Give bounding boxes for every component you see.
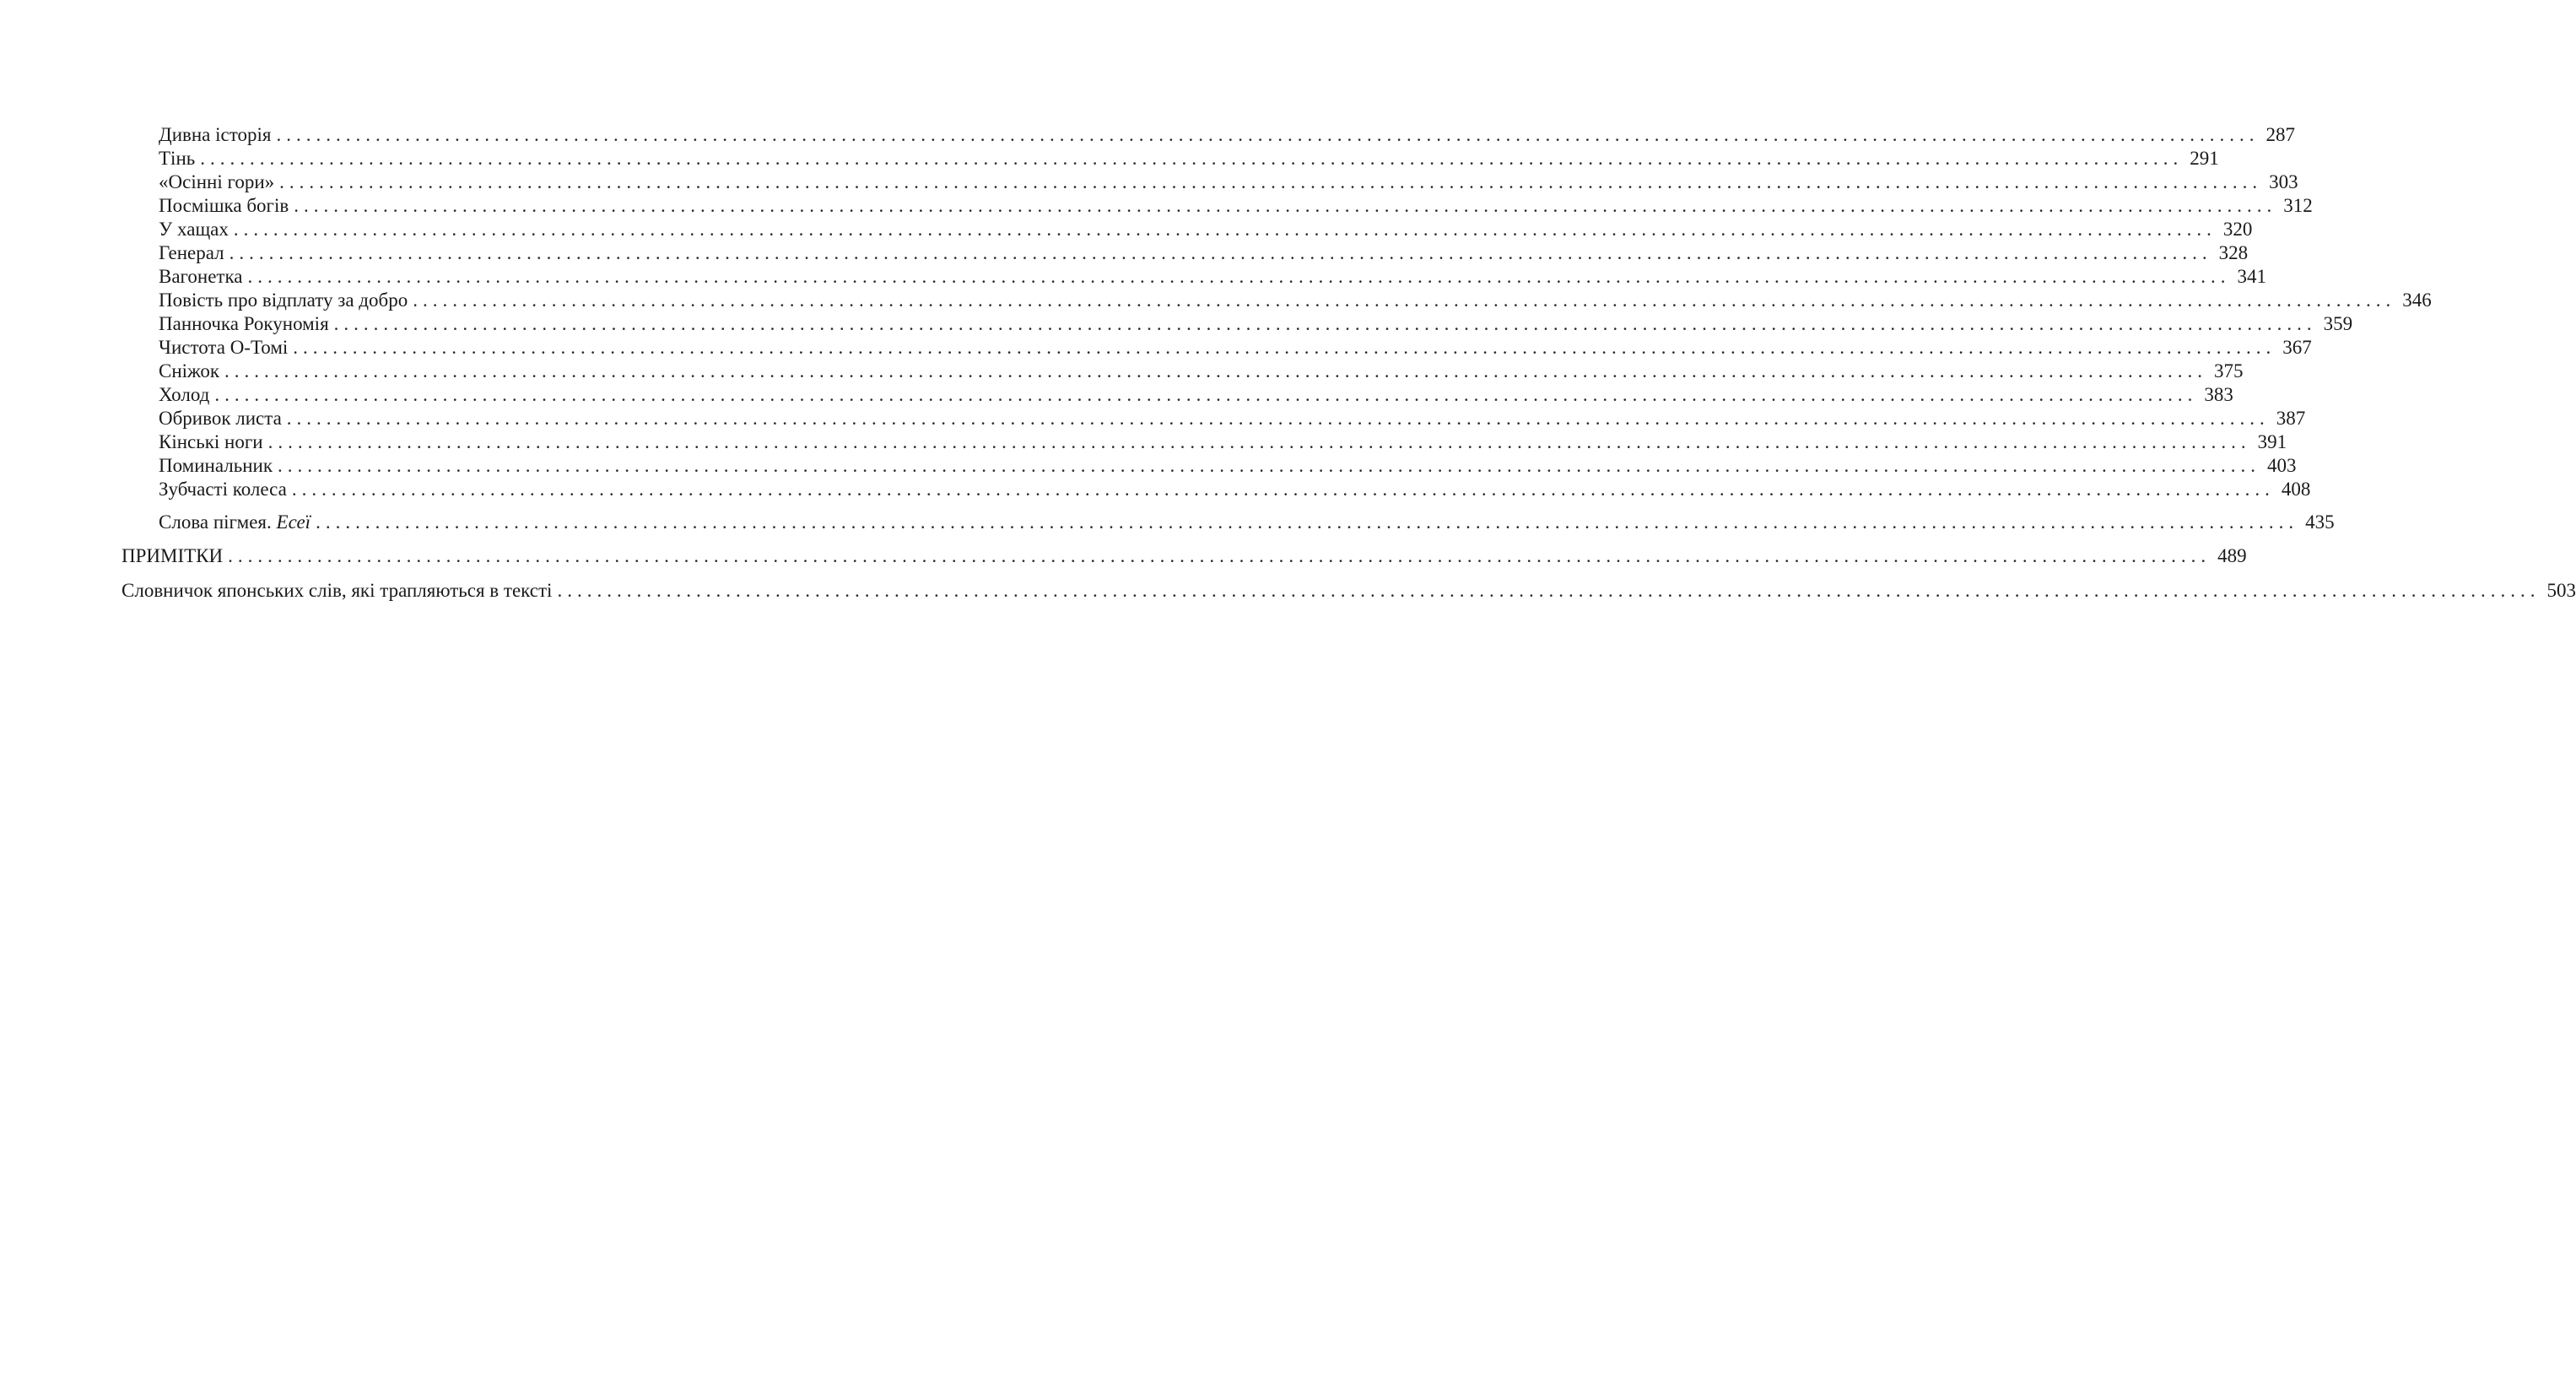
dot-leader: ........................................................................................................................................................................................................ <box>316 511 2299 533</box>
dot-leader: ........................................................................................................................................................................................................ <box>267 431 2251 452</box>
dot-leader: ........................................................................................................................................................................................................ <box>293 337 2276 358</box>
toc-entry-page: 320 <box>2222 219 2253 240</box>
dot-leader: ........................................................................................................................................................................................................ <box>286 408 2270 429</box>
dot-leader: ........................................................................................................................................................................................................ <box>294 195 2277 216</box>
dot-leader: ........................................................................................................................................................................................................ <box>247 266 2231 287</box>
toc-entry-title: Посмішка богів <box>159 195 289 216</box>
toc-entry-page: 375 <box>2214 360 2244 381</box>
toc-entry-page: 359 <box>2323 313 2353 334</box>
toc-entry-page: 303 <box>2269 171 2298 192</box>
toc-entry-title: Зубчасті колеса <box>159 479 287 500</box>
toc-entry-title: У хащах <box>159 219 229 240</box>
toc-entry-page: 387 <box>2276 408 2306 429</box>
dot-leader: ........................................................................................................................................................................................................ <box>224 360 2208 381</box>
dot-leader: ........................................................................................................................................................................................................ <box>279 171 2263 192</box>
toc-entry-title: «Осінні гори» <box>159 171 275 192</box>
toc-entry-page: 503 <box>2546 580 2576 601</box>
dot-leader: ........................................................................................................................................................................................................ <box>557 580 2541 601</box>
essays-genre: Есеї <box>276 511 311 533</box>
toc-entry-title: Повість про відплату за добро <box>159 289 408 311</box>
toc-entry-title: Генерал <box>159 242 224 263</box>
dot-leader: ........................................................................................................................................................................................................ <box>228 545 2211 566</box>
toc-entry-title: Кінські ноги <box>159 431 263 452</box>
toc-entry <box>159 430 2287 454</box>
toc-entry-page: 403 <box>2267 455 2297 476</box>
toc-entry <box>159 123 2295 147</box>
toc-entry-title: Вагонетка <box>159 266 243 287</box>
toc-entry-title: Панночка Рокуномія <box>159 313 329 334</box>
toc-entry-page: 391 <box>2257 431 2287 452</box>
toc-entry <box>159 407 2306 430</box>
toc-entry-title: Холод <box>159 384 210 405</box>
toc-entry-title: Дивна історія <box>159 124 272 145</box>
dot-leader: ........................................................................................................................................................................................................ <box>200 148 2184 169</box>
toc-entry <box>159 336 2312 360</box>
toc-entry-page: 435 <box>2305 511 2335 533</box>
dot-leader: ........................................................................................................................................................................................................ <box>276 124 2260 145</box>
toc-entry-title: Обривок листа <box>159 408 282 429</box>
toc-entry-page: 341 <box>2237 266 2267 287</box>
dot-leader: ........................................................................................................................................................................................................ <box>291 479 2275 500</box>
toc-entry <box>159 265 2267 289</box>
toc-entry <box>159 478 2311 501</box>
toc-entry-page: 312 <box>2283 195 2313 216</box>
toc-entry-glossary <box>122 579 2576 603</box>
toc-entry-page: 383 <box>2204 384 2233 405</box>
toc-entry-title: Сніжок <box>159 360 220 381</box>
toc-entry <box>159 194 2313 218</box>
toc-entry-title: Поминальник <box>159 455 273 476</box>
toc-entry-page: 408 <box>2281 479 2311 500</box>
toc-entry-title: Словничок японських слів, які трапляються в тексті <box>122 580 553 601</box>
dot-leader: ........................................................................................................................................................................................................ <box>333 313 2317 334</box>
toc-entry-page: 287 <box>2265 124 2295 145</box>
dot-leader: ........................................................................................................................................................................................................ <box>233 219 2217 240</box>
toc-entry <box>159 454 2297 478</box>
toc-entry-title: Тінь <box>159 148 196 169</box>
dot-leader: ........................................................................................................................................................................................................ <box>413 289 2396 311</box>
dot-leader: ........................................................................................................................................................................................................ <box>229 242 2212 263</box>
toc-entry <box>159 360 2244 383</box>
toc-entry-page: 328 <box>2218 242 2249 263</box>
toc-entry-title: ПРИМІТКИ <box>122 545 224 566</box>
toc-entry <box>159 383 2233 407</box>
toc-entry <box>159 289 2432 312</box>
toc-entry-notes <box>122 544 2247 568</box>
toc-entry <box>159 170 2298 194</box>
toc-entry <box>159 147 2219 170</box>
toc-entry-title: Чистота О-Томі <box>159 337 289 358</box>
dot-leader: ........................................................................................................................................................................................................ <box>278 455 2261 476</box>
toc-entry-essays <box>159 511 2335 534</box>
toc-entry-page: 489 <box>2217 545 2247 566</box>
toc-entry-page: 291 <box>2190 148 2219 169</box>
dot-leader: ........................................................................................................................................................................................................ <box>214 384 2198 405</box>
toc-entry <box>159 312 2353 336</box>
essays-title: Слова пігмея. <box>159 511 272 533</box>
toc-entry-title <box>159 511 316 534</box>
toc-entry-page: 346 <box>2402 289 2432 311</box>
toc-entry <box>159 218 2253 241</box>
toc-entry-page: 367 <box>2282 337 2312 358</box>
toc-entry <box>159 241 2249 265</box>
